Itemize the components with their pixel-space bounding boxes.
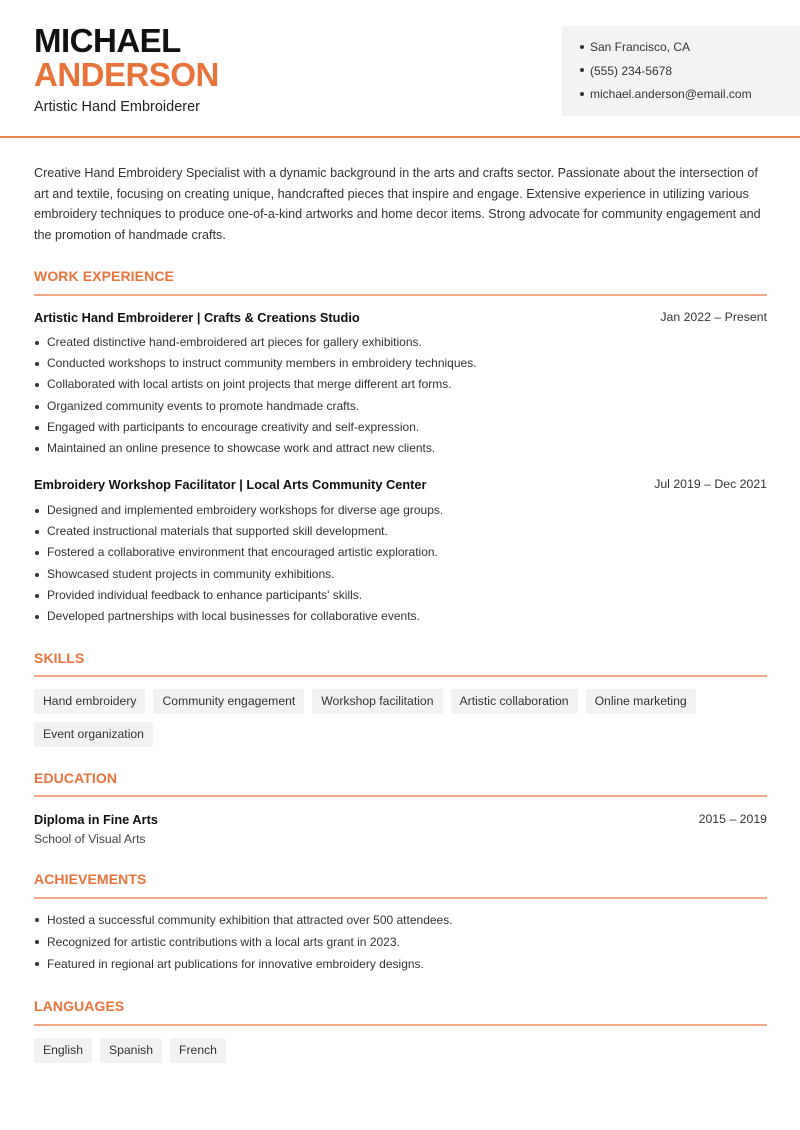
section-title-achievements: ACHIEVEMENTS: [34, 871, 147, 887]
bullet-icon: [580, 45, 584, 49]
job-title: Artistic Hand Embroiderer | Crafts & Creations Studio: [34, 310, 360, 325]
contact-location: [580, 36, 800, 60]
contact-box: [562, 26, 800, 116]
section-divider: [34, 675, 767, 677]
list-item: Recognized for artistic contributions with a local arts grant in 2023.: [34, 931, 764, 953]
section-title-languages: LANGUAGES: [34, 998, 125, 1014]
list-item: Maintained an online presence to showcase work and attract new clients.: [34, 438, 764, 459]
last-name: ANDERSON: [34, 56, 219, 93]
skill-tag: Event organization: [34, 722, 153, 747]
section-divider: [34, 897, 767, 899]
job-date: Jan 2022 – Present: [660, 310, 767, 324]
degree: Diploma in Fine Arts: [34, 812, 158, 827]
list-item: Organized community events to promote handmade crafts.: [34, 396, 764, 417]
list-item: Designed and implemented embroidery workshops for diverse age groups.: [34, 500, 764, 521]
contact-email: [580, 83, 800, 107]
location-text: San Francisco, CA: [590, 40, 691, 54]
first-name: MICHAEL: [34, 22, 181, 59]
email-text: michael.anderson@email.com: [590, 87, 752, 101]
achievement-bullets: [34, 909, 764, 975]
skill-tag: Community engagement: [153, 689, 304, 714]
language-tag: French: [170, 1038, 226, 1063]
bullet-icon: [580, 92, 584, 96]
list-item: Conducted workshops to instruct community members in embroidery techniques.: [34, 353, 764, 374]
list-item: Featured in regional art publications for innovative embroidery designs.: [34, 953, 764, 975]
section-divider: [34, 1024, 767, 1026]
list-item: Engaged with participants to encourage creativity and self-expression.: [34, 417, 764, 438]
section-title-work: WORK EXPERIENCE: [34, 268, 174, 284]
section-title-education: EDUCATION: [34, 770, 118, 786]
job-date: Jul 2019 – Dec 2021: [654, 477, 767, 491]
job-bullets: [34, 332, 764, 459]
section-divider: [34, 795, 767, 797]
list-item: Created distinctive hand-embroidered art pieces for gallery exhibitions.: [34, 332, 764, 353]
list-item: Created instructional materials that supported skill development.: [34, 521, 764, 542]
language-tag: English: [34, 1038, 92, 1063]
skill-tag: Artistic collaboration: [451, 689, 578, 714]
skill-tag: Workshop facilitation: [312, 689, 442, 714]
list-item: Provided individual feedback to enhance participants' skills.: [34, 585, 764, 606]
summary: Creative Hand Embroidery Specialist with a dynamic background in the arts and crafts sector. Passionate about the intersection of art and textile, focusing on creating unique, handcrafted pieces that inspire and engage. Extensive experience in utilizing various embroidery techniques to produce one-of-a-kind artworks and home decor items. Strong advocate for community engagement and the promotion of handmade crafts.: [34, 166, 761, 242]
contact-phone: [580, 60, 800, 84]
skill-tag: Online marketing: [586, 689, 696, 714]
job-title: Embroidery Workshop Facilitator | Local Arts Community Center: [34, 477, 427, 492]
skills-tags: [34, 689, 774, 747]
bullet-icon: [580, 68, 584, 72]
language-tag: Spanish: [100, 1038, 162, 1063]
education-date: 2015 – 2019: [698, 812, 767, 826]
list-item: Developed partnerships with local businesses for collaborative events.: [34, 606, 764, 627]
skill-tag: Hand embroidery: [34, 689, 145, 714]
job-role: Artistic Hand Embroiderer: [34, 99, 200, 115]
section-title-skills: SKILLS: [34, 650, 85, 666]
language-tags: [34, 1038, 774, 1063]
list-item: Showcased student projects in community exhibitions.: [34, 564, 764, 585]
phone-text: (555) 234-5678: [590, 63, 673, 78]
list-item: Collaborated with local artists on joint projects that merge different art forms.: [34, 374, 764, 395]
list-item: Hosted a successful community exhibition that attracted over 500 attendees.: [34, 909, 764, 931]
list-item: Fostered a collaborative environment that encouraged artistic exploration.: [34, 542, 764, 563]
resume-header: [0, 0, 800, 138]
school: School of Visual Arts: [34, 832, 146, 846]
section-divider: [34, 294, 767, 296]
job-bullets: [34, 500, 764, 627]
